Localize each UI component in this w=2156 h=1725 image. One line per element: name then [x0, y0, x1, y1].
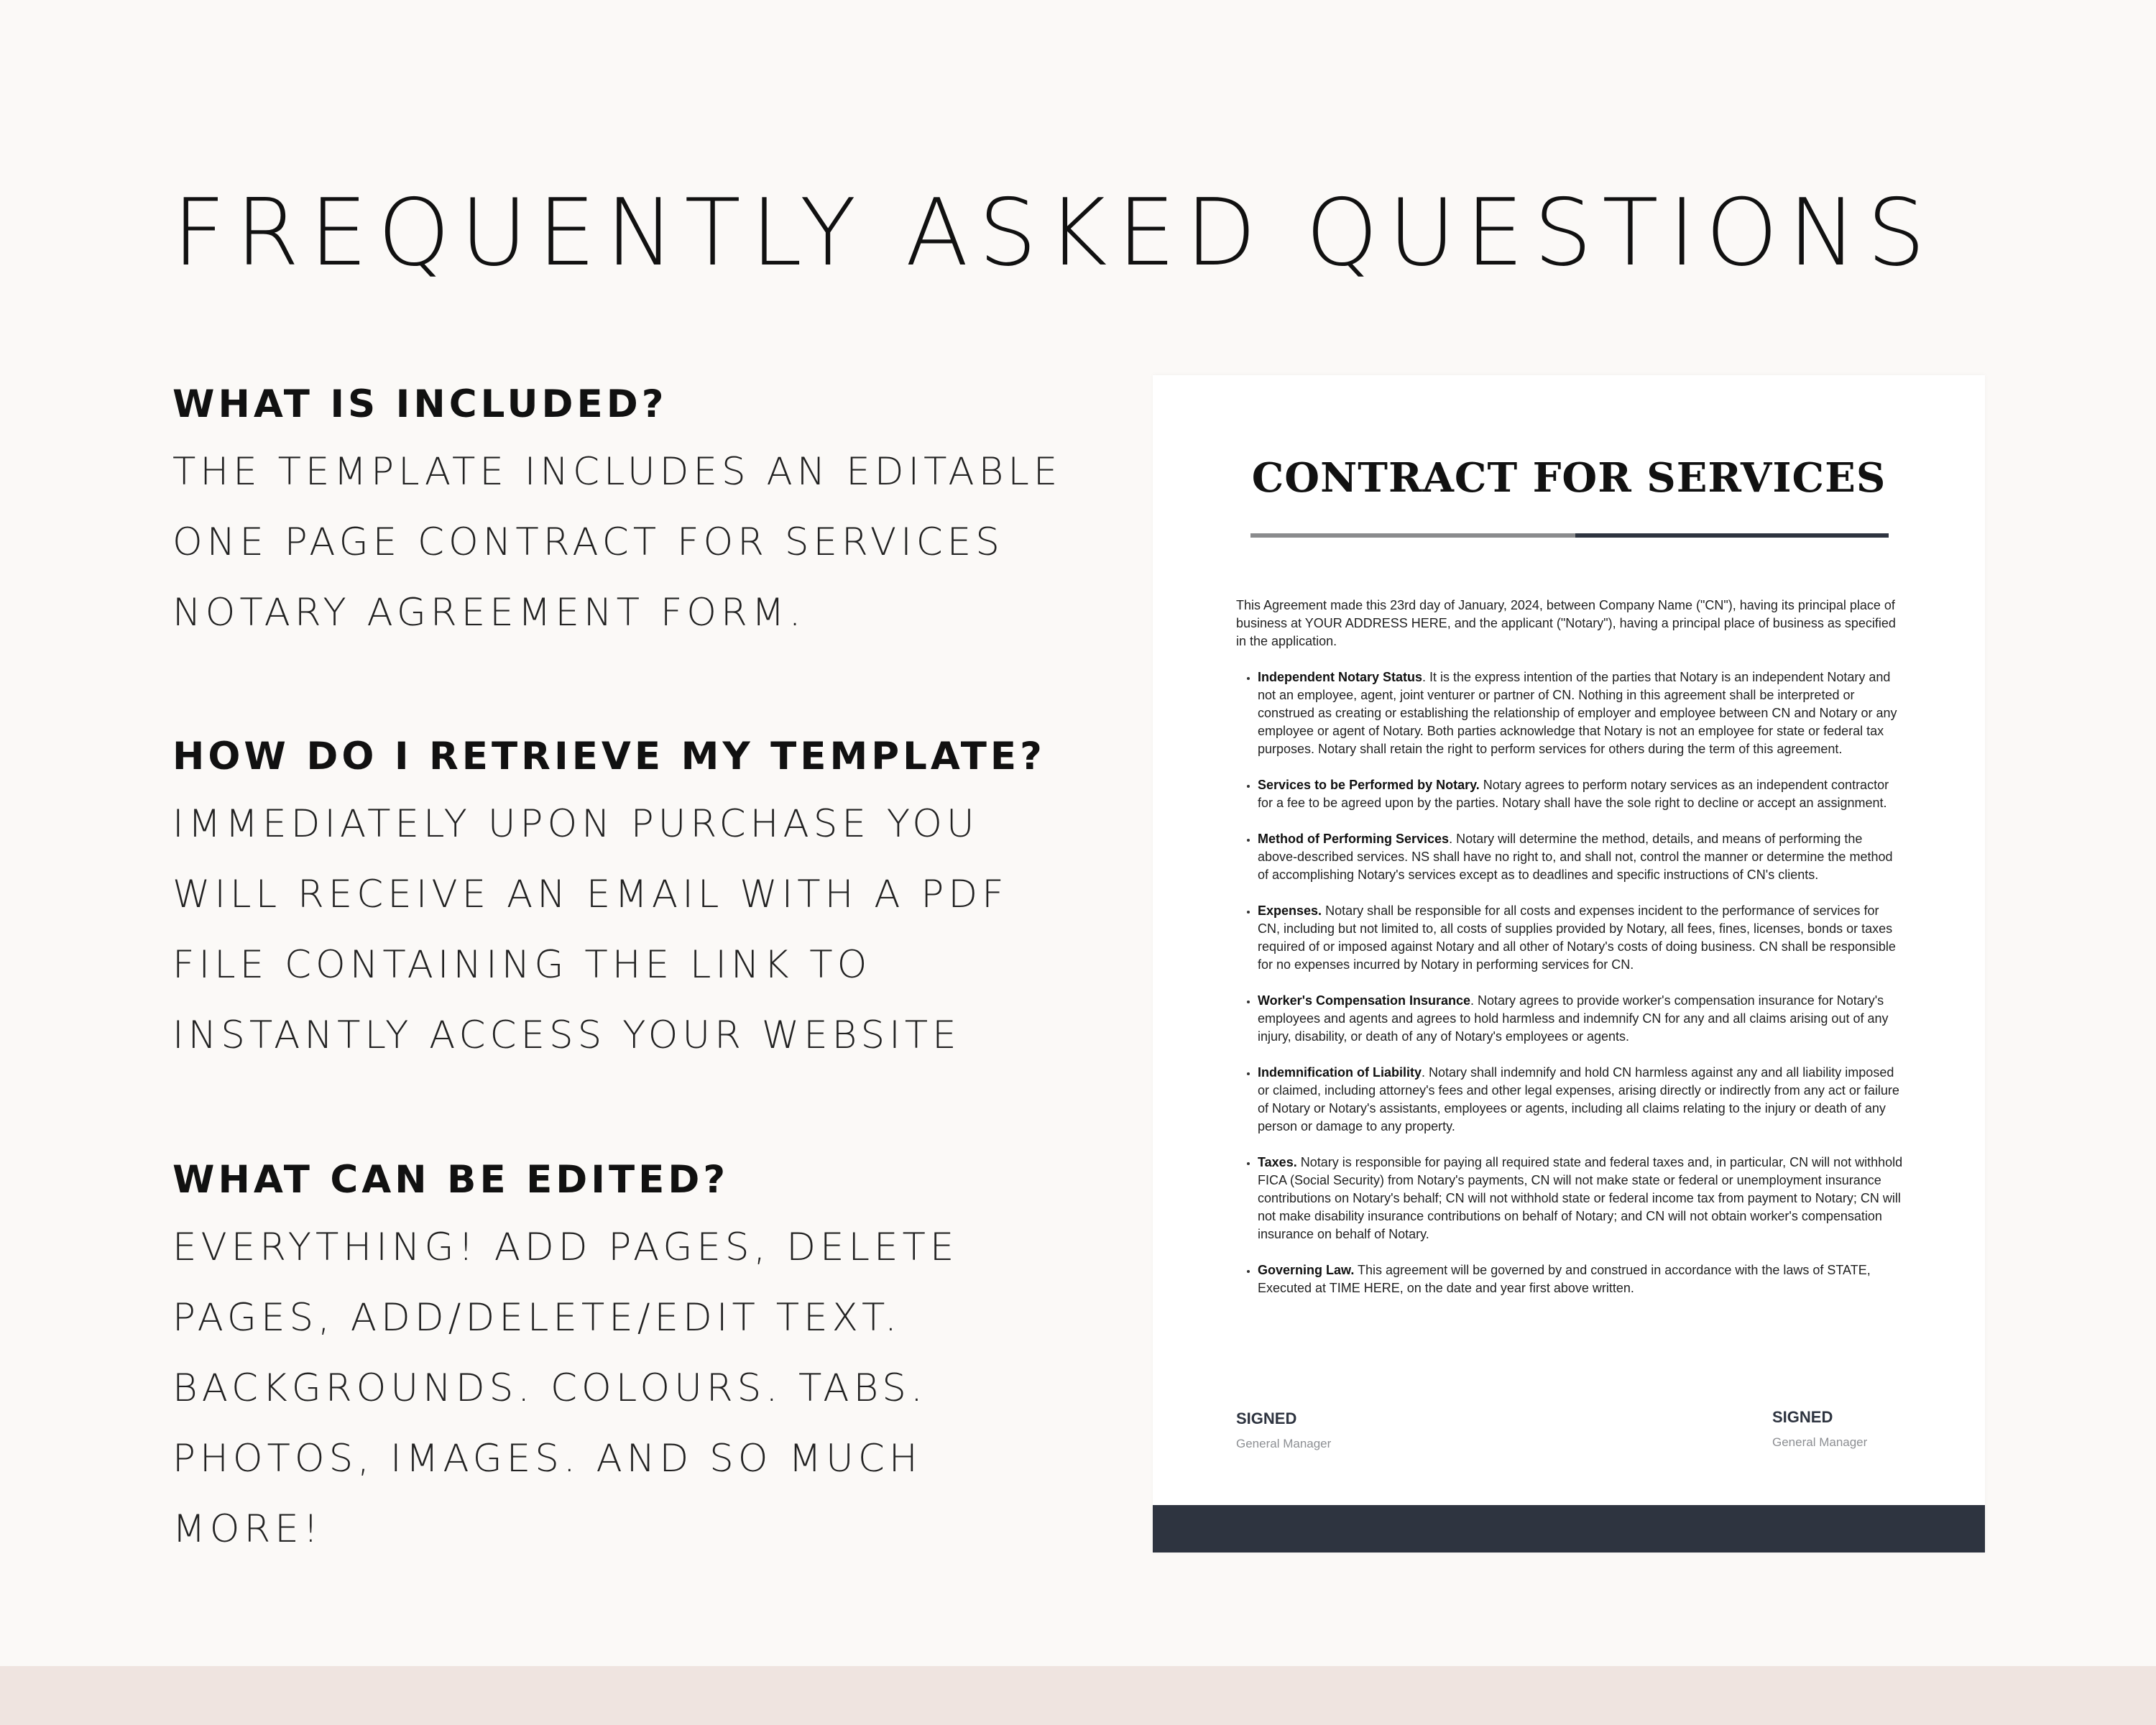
- faq-answer-line: INSTANTLY ACCESS YOUR WEBSITE: [172, 1013, 961, 1057]
- faq-answer: [172, 1213, 1107, 1565]
- signature-role: General Manager: [1236, 1437, 1332, 1450]
- clause-text: . Notary agrees to provide worker's compensation insurance for Notary's employees and agents and agrees to hold harmless and indemnify CN for any and all claims arising out of any injury, disability, or death of any of Notary's employees or agents.: [1258, 993, 1889, 1044]
- document-intro: This Agreement made this 23rd day of January, 2024, between Company Name ("CN"), having its principal place of business at YOUR ADDRESS HERE, and the applicant ("Notary"), having a principal place of business as specified in the application.: [1236, 598, 1896, 648]
- clause-heading: Expenses.: [1258, 903, 1322, 918]
- title-rule-dark: [1575, 533, 1889, 538]
- faq-answer-line: WILL RECEIVE AN EMAIL WITH A PDF: [172, 873, 1008, 916]
- clause-item: [1258, 776, 1904, 812]
- faq-answer-line: PHOTOS, IMAGES. AND SO MUCH: [172, 1437, 922, 1481]
- faq-item-included: [172, 372, 1107, 648]
- clause-text: . Notary shall indemnify and hold CN harmless against any and all liability imposed or claimed, including attorney's fees and other legal expenses, arising directly or indirectly from any act or failure of Notary or Notary's assistants, employees or agents, including all claims relating to the injury or death of any person or damage to any property.: [1258, 1065, 1899, 1133]
- faq-answer: [172, 437, 1107, 648]
- faq-question: HOW DO I RETRIEVE MY TEMPLATE?: [172, 735, 1046, 778]
- clause-list: [1236, 668, 1904, 1297]
- clause-heading: Worker's Compensation Insurance: [1258, 993, 1471, 1008]
- faq-item-edited: [172, 1148, 1107, 1565]
- clause-heading: Services to be Performed by Notary.: [1258, 778, 1480, 792]
- clause-text: . It is the express intention of the parties that Notary is an independent Notary and not an employee, agent, joint venturer or partner of CN. Nothing in this agreement shall be interpreted or construed as creating or establishing the relationship of employer and employee between CN and Notary or any employee or agent of Notary. Both parties acknowledge that Notary is not an employee for state or federal tax purposes. Notary shall retain the right to perform services for others during the term of this agreement.: [1258, 670, 1897, 756]
- clause-heading: Indemnification of Liability: [1258, 1065, 1422, 1080]
- clause-text: . Notary will determine the method, details, and means of performing the above-described services. NS shall have no right to, and shall not, control the manner or determine the method of accomplishing Notary's services except as to deadlines and specific instructions of CN's clients.: [1258, 832, 1893, 882]
- faq-question: WHAT IS INCLUDED?: [172, 382, 668, 426]
- faq-item-retrieve: [172, 724, 1107, 1071]
- faq-answer-line: THE TEMPLATE INCLUDES AN EDITABLE: [172, 450, 1062, 494]
- clause-text: Notary shall be responsible for all costs and expenses incident to the performance of services for CN, including but not limited to, all costs of supplies provided by Notary, all fees, fines, licenses, bonds or taxes required of or imposed against Notary and all other of Notary's costs of doing business. CN shall be responsible for no expenses incurred by Notary in performing services for CN.: [1258, 903, 1896, 972]
- clause-item: [1258, 1261, 1904, 1297]
- faq-question: WHAT CAN BE EDITED?: [172, 1158, 729, 1202]
- clause-text: This agreement will be governed by and construed in accordance with the laws of STATE, Executed at TIME HERE, on the date and year first above written.: [1258, 1263, 1871, 1295]
- faq-answer-line: EVERYTHING! ADD PAGES, DELETE: [172, 1225, 959, 1269]
- clause-heading: Independent Notary Status: [1258, 670, 1423, 684]
- faq-answer-line: NOTARY AGREEMENT FORM.: [172, 591, 806, 635]
- clause-item: [1258, 992, 1904, 1046]
- clause-text: Notary is responsible for paying all required state and federal taxes and, in particular, CN will not withhold FICA (Social Security) from Notary's payments, CN will not make state or federal or unemployment insurance contributions on Notary's behalf; CN will not withhold state or federal income tax from payment to Notary; CN will not make disability insurance contributions on behalf of Notary; and CN will not obtain worker's compensation insurance on behalf of Notary.: [1258, 1155, 1903, 1241]
- clause-heading: Method of Performing Services: [1258, 832, 1450, 846]
- faq-answer-line: ONE PAGE CONTRACT FOR SERVICES: [172, 520, 1004, 564]
- clause-item: [1258, 1154, 1904, 1243]
- faq-answer-line: MORE!: [172, 1507, 323, 1551]
- signature-block-right: [1772, 1407, 1867, 1452]
- document-body: [1236, 597, 1904, 1315]
- clause-item: [1258, 1064, 1904, 1136]
- document-footer-bar: [1153, 1505, 1985, 1552]
- contract-document-preview: [1153, 375, 1985, 1552]
- faq-answer-line: BACKGROUNDS. COLOURS. TABS.: [172, 1366, 927, 1410]
- signature-role: General Manager: [1772, 1435, 1868, 1449]
- clause-heading: Taxes.: [1258, 1155, 1297, 1169]
- clause-item: [1258, 668, 1904, 758]
- faq-answer-line: FILE CONTAINING THE LINK TO: [172, 943, 872, 987]
- bottom-strip: [0, 1666, 2156, 1725]
- signature-block-left: [1236, 1409, 1331, 1453]
- faq-answer-line: IMMEDIATELY UPON PURCHASE YOU: [172, 802, 979, 846]
- signature-label: SIGNED: [1236, 1409, 1297, 1427]
- clause-heading: Governing Law.: [1258, 1263, 1355, 1277]
- document-title: CONTRACT FOR SERVICES: [1251, 454, 1886, 502]
- signature-label: SIGNED: [1772, 1408, 1833, 1426]
- title-rule-gray: [1250, 533, 1575, 538]
- page-title: FREQUENTLY ASKED QUESTIONS: [172, 180, 1935, 287]
- clause-text: Notary agrees to perform notary services as an independent contractor for a fee to be agreed upon by the parties. Notary shall have the sole right to decline or accept an assignment.: [1258, 778, 1889, 810]
- faq-answer-line: PAGES, ADD/DELETE/EDIT TEXT.: [172, 1296, 901, 1340]
- faq-answer: [172, 789, 1107, 1071]
- clause-item: [1258, 830, 1904, 884]
- clause-item: [1258, 902, 1904, 974]
